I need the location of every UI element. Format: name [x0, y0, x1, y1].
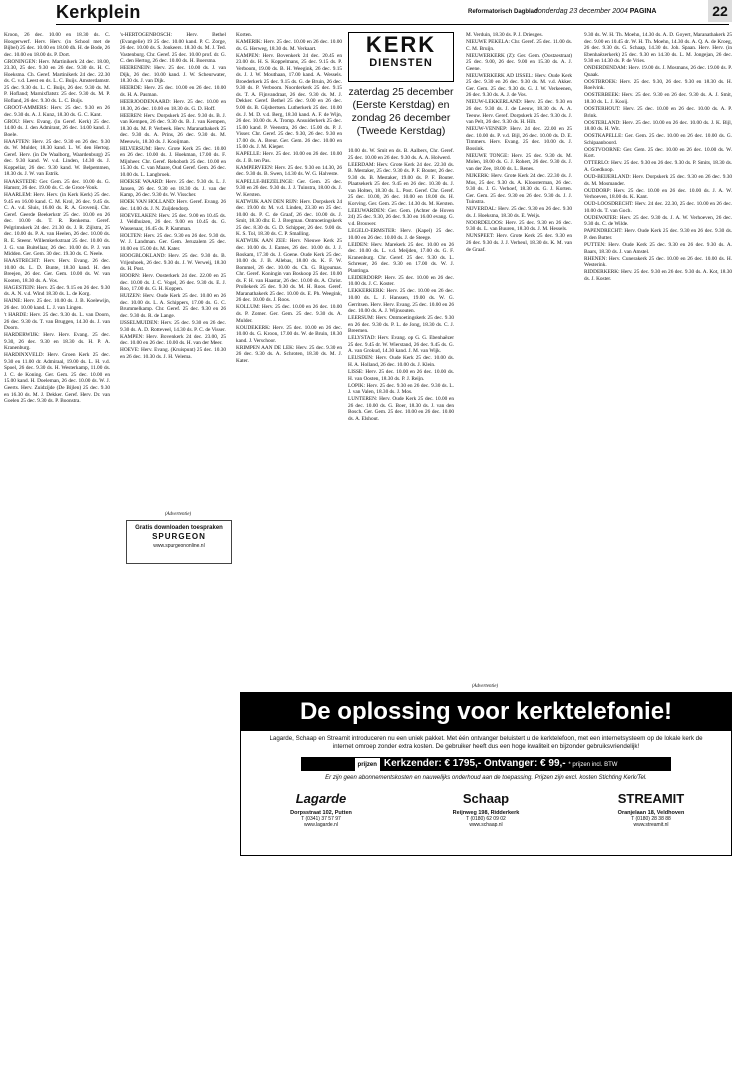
listing-paragraph: HARDINXVELD: Herv. Groen Kerk 25 dec. 9.30 en 11.00 dr. Admiraal, 19.00 ds. L. H. v.d. Spoel, 26 dec. 9.30 ds. H. Westerkamp, 11.00 ds. J. C. de Koning. Ger. Gem. 25 dec. 10.00 en 15.00 kand. H. Doeleman, 26 dec. 10.00 ds. W. J. Geerts. Herv. Zuidzijde (De Bijlen) 25 dec. 9.30 en 16.30 ds. M. J. Dekker. Geref. Herv. Dr. van Goelen 25 dec. 9.30 ds. P. Boonstra.	[4, 352, 110, 405]
spurgeon-ad-url[interactable]: www.spurgeononline.nl	[153, 543, 205, 549]
listing-paragraph: LUNTEREN: Herv. Oude Kerk 25 dec. 10.00 en 26 dec. 10.00 ds. G. Boer, 18.30 ds. J. van den Bosch. Ger. Gem. 25 dec. 10.00 en 26 dec. 10.00 ds. A. Elshout.	[348, 396, 454, 422]
service-date-line: zondag 26 december	[351, 112, 451, 124]
listing-column-1	[4, 32, 110, 1062]
price-text: Kerkzender: € 1795,- Ontvanger: € 99,-	[383, 758, 566, 769]
listing-column-4	[348, 148, 454, 683]
service-date-line: zaterdag 25 december	[348, 86, 454, 98]
listing-paragraph: OOSTKAPELLE: Ger. Gem. 25 dec. 10.00 en 26 dec. 10.00 ds. G. Schipaanboord.	[584, 133, 732, 146]
listing-paragraph: NIEUWERKERK AD IJSSEL: Herv. Oude Kerk 25 dec. 9.30 en 26 dec. 9.30 ds. M. v.d. Akker. Ger. Gem. 25 dec. 9.30 ds. G. J. W. Verkeenen, 26 dec. 9.30 ds. A. J. de Vos.	[466, 72, 572, 99]
listing-column-2	[120, 32, 226, 512]
listing-paragraph: HOEVE: Herv. Evang. (Kruispunt) 25 dec. 10.30 en 26 dec. 10.30 ds. J. H. Velema.	[120, 347, 226, 360]
ad-label: (Advertentie)	[164, 512, 192, 517]
listing-paragraph: NOORDELOOS: Herv. 25 dec. 9.30 en 26 dec. 9.30 ds. L. van Buuren, 18.30 ds. J. M. Hessels.	[466, 219, 572, 233]
listing-paragraph: KAMPEN: Herv. Bovenkerk 24 dec. 20.45 en 23.00 ds. H. S. Koppelmans, 25 dec. 9.15 ds. P. Verboom, 19.00 ds. B. H. Weegink, 26 dec. 9.15 ds. J. J. W. Mouthaan, 17.00 kand. A. Wessels. Broederkerk 25 dec. 9.15 ds. G. de Bruin, 26 dec. 9.30 ds. P. Verboom. Noorderkerk 25 dec. 9.15 ds. T. A. Fijnvandraat, 26 dec. 9.30 ds. M. J. Dekker. Geref. Bethel 25 dec. 9.00 en 26 dec. 9.00 ds. B. Gijsbertsen. Lutherkerk 25 dec. 10.00 ds. J. M. D. v.d. Berg, 18.30 kand. A. F. de Wijn, 26 dec. 10.00 ds. A. Tromp. Ansuiderkerk 25 dec. 15.00 kand. P. Veenstra, 26 dec. 15.00 ds. P. J. Visser. Chr. Geref. 25 dec. 9.30, 26 dec. 9.30 en 17.00 ds. A. Breur. Ger. Gem. 26 dec. 10.00 en 15.00 ds. J. M. Kieper.	[236, 52, 342, 151]
kerk-word: KERK	[365, 32, 437, 57]
listing-paragraph: HAASTRECHT: Herv. Herv. Evang. 26 dec. 10.00 ds. L. D. Bunte, 18.30 kand. H. den Breejen, 26 dec. Ger. Gem. 10.00 ds. W. van Kooten, 18.30 ds. A. Vos.	[4, 258, 110, 284]
listing-paragraph: KAMERIK: Herv. 25 dec. 10.00 en 26 dec. 10.00 ds. G. Herweg, 18.30 ds. M. Verkaart.	[236, 39, 342, 52]
streamit-address	[581, 810, 721, 828]
listing-paragraph: OUDDORP: Herv. 25 dec. 10.00 en 26 dec. 10.00 ds. J. A. W. Verhoeven, 18.00 ds. K. Kant.	[584, 187, 732, 201]
ad-slogan: Er zijn geen abonnementskosten en nauwelijks onderhoud aan de toepassing. Prijzen zijn excl. kosten Stichting Kerk/Tel.	[325, 775, 647, 781]
listing-paragraph: LELYSTAD: Herv. Evang. op G. G. Ebenhaëzer 25 dec. 9.45 dr. W. Wierstand, 26 dec. 9.45 ds. G. A. van Grokud, 14.30 kand. J. M. van Wijk.	[348, 335, 454, 355]
listing-paragraph: PAPENDRECHT: Herv. Oude Kerk 25 dec. 9.30 en 26 dec. 9.30 ds. P. den Butter.	[584, 228, 732, 241]
listing-paragraph: HUIZEN: Herv. Oude Kerk 25 dec. 10.00 en 26 dec. 10.00 ds. L. A. Schippers, 17.00 ds. G. C. Brummelkamp. Chr. Geref. 25 dec. 9.30 en 26 dec. 9.30 ds. R. de Lange.	[120, 293, 226, 319]
listing-paragraph: 's-HERTOGENBOSCH: Herv. Bethel (Evangelie) 19 25 dec. 10.00 kand. P. C. Zorge, 26 dec. 10.00 ds. S. Jonkeers. 18.30 ds. M. J. Ted. Vastenburg. Chr. Geref. 25 dec. 10.00 prof. dr. G. C. den Hertog, 26 dec. 10.00 ds. H. Boersma.	[120, 32, 226, 65]
listing-paragraph: HEERDE: Herv. 25 dec. 10.00 en 26 dec. 10.00 ds. H. A. Pasman.	[120, 85, 226, 98]
listing-paragraph: KATWIJK AAN DEN RIJN: Herv. Dorpskerk 24 dec. 19.00 dr. M. v.d. Linden, 23.30 en 25 dec. 10.00 ds. P. C. de Graaf, 26 dec. 10.00 ds. J. Smit, 18.30 dhr. E. J. Bregman. Ontmoetingskerk 25 dec. 8.30 ds. G. D. Schipper, 26 dec. 9.00 ds. K. S. Tol, 18.30 ds. C. P. Smalling.	[236, 198, 342, 238]
listing-paragraph: LEERDAM: Herv. Grote Kerk 24 dec. 22.30 ds. B. Mestaker, 25 dec. 9.30 ds. P. F. Bouter, 26 dec. 9.30 ds. B. Mestaker, 19.00 ds. P. F. Bouter. Plaatsekerk 25 dec. 9.45 en 26 dec. 10.30 ds. J. van Holten, 18.30 ds. L. Post. Geref. Chr. Geref. 25 dec. 10.00, 26 dec. 10.00 en 18.00 ds. H. Korving. Ger. Gem. 25 dec. 14.30 ds. M. Kersten.	[348, 161, 454, 207]
schaap-name: Schaap	[462, 791, 510, 806]
listing-paragraph: LEERSUM: Herv. Ontmoetingskerk 25 dec. 9.30 en 26 dec. 9.30 ds. P. L. de Jong, 18.30 ds. C. J. Breemen.	[348, 315, 454, 335]
listing-paragraph: Korten.	[236, 32, 253, 38]
listing-paragraph: RIDDERKERK: Herv. 25 dec. 9.30 en 26 dec. 9.30 ds. A. Kot, 18.30 ds. J. Koster.	[584, 269, 732, 282]
schaap-logo[interactable]	[416, 787, 556, 851]
kerktelefonie-ad	[240, 692, 732, 856]
ad-label: (Advertentie)	[471, 684, 499, 689]
listing-paragraph: NIEUW-LEKKERLAND: Herv. 25 dec. 9.30 en 26 dec. 9.30 ds. J. de Leeuw, 18.30 ds. A. A. Teeuw. Herv. Geref. Dorpskerk 25 dec. 9.30 ds. J. van Pelt, 26 dec. 9.30 ds. H. Hilt.	[466, 99, 572, 126]
listing-paragraph: OUD-BEIJERLAND: Herv. Dorpskerk 25 dec. 9.30 en 26 dec. 9.30 ds. M. Mosmander.	[584, 173, 732, 187]
lagarde-logo[interactable]	[251, 787, 391, 851]
listing-paragraph: HOOGBLOKLAND: Herv. 25 dec. 9.30 ds. B. Vrijenhoek, 26 dec. 9.30 ds. J. W. Verweij, 18.30 ds. H. Post.	[120, 253, 226, 273]
listing-paragraph: KOUDEKERK: Herv. 25 dec. 10.00 en 26 dec. 10.00 ds. G. Kroon, 17.00 ds. W. de Bruin, 18.30 kand. J. Verschoor.	[236, 324, 342, 344]
listing-paragraph: LEGELO-ERMSTER: Herv. (Kapel) 25 dec. 10.00 en 26 dec. 10.00 ds. J. de Steege.	[348, 228, 454, 241]
newspaper-name: Reformatorisch Dagblad	[468, 9, 538, 15]
listing-paragraph: OOSTERHOUT: Herv. 25 dec. 10.00 en 26 dec. 10.00 ds. A. P. Brink.	[584, 106, 732, 119]
service-date-line: (Eerste Kerstdag) en	[352, 99, 450, 111]
listing-paragraph: NIEUWERKERK (Z): Ger. Gem. (Oostzestraat) 25 dec. 9.00, 26 dec. 9.00 en 15.30 ds. A. J. Geene.	[466, 52, 572, 72]
listing-paragraph: NIEUW-VENNEP: Herv. 24 dec. 22.00 en 25 dec. 10.00 ds. P. v.d. Bijl, 26 dec. 10.00 ds. D. E. Timmers. Herv. Evang. 25 dec. 10.00 ds. J. Bossink.	[466, 126, 572, 152]
listing-paragraph: HEERENEIN: Herv. 25 dec. 10.00 ds. J. van Dijk, 26 dec. 10.00 kand. J. W. Scheurwater, 18.30 ds. J. van Dijk.	[120, 65, 226, 85]
spurgeon-ad[interactable]	[126, 520, 232, 564]
issue-date	[534, 8, 656, 15]
address-line[interactable]: www.lagarde.nl	[304, 822, 338, 828]
issue-date-text: donderdag 23 december 2004	[534, 8, 628, 15]
listing-paragraph: KRIMPEN AAN DE LEK: Herv. 25 dec. 9.30 en 26 dec. 9.30 ds. A. Schroten, 18.30 ds. M. J. Kater.	[236, 344, 342, 364]
listing-paragraph: Kroon, 26 dec. 10.00 en 18.30 ds. C. Hoogerwerf. Herv. Herv. (in School met de Bijbel) 25 dec. 10.00 en 18.00 dh. H. de Bode, 26 dec. 10.00 en 18.00 ds. P. Dort.	[4, 32, 110, 58]
listing-paragraph: HARDERWIJK: Herv. Herv. Evang. 25 dec. 9.30, 26 dec. 9.30 en 18.30 ds. H. P. A. Kranenburg.	[4, 332, 110, 352]
header-rule	[56, 24, 729, 25]
listing-column-3	[236, 32, 342, 682]
lagarde-name: Lagarde	[295, 791, 347, 806]
listing-paragraph: 10.00 ds. W. Smit en ds. B. Aalbers, Chr. Geref. 25 dec. 10.00 en 26 dec. 9.30 ds. A. A. Holwerd.	[348, 148, 454, 161]
listing-paragraph: KAMPERVEEN: Herv. 25 dec. 9.30 en 14.30, 26 dec. 9.30 ds. B. Swen, 14.30 ds. W. G. Halveste.	[236, 164, 342, 178]
listing-paragraph: KAPELLE-BIEZELINGE: Ger. Gem. 25 dec. 9.30 en 26 dec. 9.30 ds. J. J. Tuinstra, 18.00 ds. J. W. Kersten.	[236, 178, 342, 198]
ad-price-bar	[301, 757, 671, 771]
listing-paragraph: HEEREN: Herv. Dorpskerk 25 dec. 9.30 ds. B. J. van Kempen, 26 dec. 9.30 ds. B. J. van Kempen, 18.30 ds. M. P. Verbeek. Herv. Maranathakerk 25 dec. 9.30 ds. A. Prins, 26 dec. 9.30 ds. M. Meeuwis, 18.30 ds. J. Kooijman.	[120, 112, 226, 145]
address-line: T (0180) 28 38 88	[631, 816, 671, 822]
service-dates	[348, 86, 454, 138]
address-line[interactable]: www.streamit.nl	[633, 822, 669, 828]
listing-paragraph: 't HARDE: Herv. 25 dec. 9.30 ds. L. van Doorn, 26 dec. 9.30 ds. T. van Bruggen, 14.30 ds. J. van Doorn.	[4, 311, 110, 332]
schaap-address	[416, 810, 556, 828]
page-title: Kerkplein	[56, 2, 141, 22]
page-number: 22	[708, 0, 732, 22]
listing-paragraph: NIEUWE PEKELA: Chr. Geref. 25 dec. 11.00 ds. C. M. Bruijn.	[466, 39, 572, 52]
spurgeon-ad-title: SPURGEON	[152, 532, 206, 541]
address-line: T (0180) 62 09 02	[466, 816, 506, 822]
listing-paragraph: HOEVELAKEN: Herv. 25 dec. 9.00 en 10.45 ds. J. Veldhuizen, 26 dec. 9.00 en 10.45 ds. G. Wassenaar, 16.45 ds. P. Kamman.	[120, 212, 226, 232]
listing-paragraph: HAINE: Herv. 25 dec. 10.00 ds. J. B. Koelewijn, 26 dec. 10.00 kand. L. J. van Lingen.	[4, 298, 110, 311]
page-header	[0, 0, 738, 26]
listing-paragraph: OTTERLO: Herv. 25 dec. 9.30 en 26 dec. 9.30 ds. P. Smits, 18.30 ds. A. Goedkoop.	[584, 160, 732, 173]
streamit-logo[interactable]	[581, 787, 721, 851]
page-label: PAGINA	[629, 8, 657, 15]
ad-headline: De oplossing voor kerktelefonie!	[241, 693, 731, 731]
address-line[interactable]: www.schaap.nl	[469, 822, 503, 828]
listing-paragraph: OOSTBROEK: Herv. 25 dec. 9.30, 26 dec. 9.30 en 18.30 ds. H. Roelvink.	[584, 78, 732, 92]
listing-paragraph: OUDEWATER: Herv. 25 dec. 9.30 ds. J. A. W. Verhoeven, 26 dec. 9.30 ds. C. de Wilde.	[584, 214, 732, 228]
listing-paragraph: NIEUWE TONGE: Herv. 25 dec. 9.30 ds. M. Molen, 18.00 ds. G. J. Rohert, 26 dec. 9.30 ds. J. van der Zee, 18.00 ds. L. Renes.	[466, 152, 572, 172]
listing-paragraph: KATWIJK AAN ZEE: Herv. Nieuwe Kerk 25 dec. 10.00 ds. J. Eames, 26 dec. 10.00 ds. J. J. Roskam, 17.30 ds. J. Goene. Oude Kerk 25 dec. 10.00 ds. J. B. Allebas, 18.00 ds. K. F. W. Bommel, 26 dec. 10.00 ds. Ch. G. Rigoumas. Chr. Geref. Koningin van Boskoop 25 dec. 10.00 ds. F. H. van Haastar, 26 dec. 10.00 ds. A. Christ. Prollekerk 25 dec. 9.30 ds. M. H. Roos. Geref. Maranathakerk 25 dec. 10.00 ds. E. Ph. Weegink, 26 dec. 10.00 ds. J. Roos.	[236, 238, 342, 304]
streamit-name: STREAMIT	[617, 791, 685, 806]
listing-paragraph: NIJVERDAL: Herv. 25 dec. 9.30 en 26 dec. 9.30 ds. J. Hoeksma, 18.30 ds. E. Weijs.	[466, 206, 572, 219]
price-note: * prijzen incl. BTW	[568, 762, 618, 768]
listing-paragraph: HAAFTEN: Herv. 25 dec. 9.30 en 26 dec. 9.30 ds. W. Mulder, 18.30 kand. L. W. den Hertog. Geref. Herv. (in De Waalborg, Waardenburg) 25 dec. 9.30 kand. W. v.d. Linden, 14.30 ds. J. Koppeliar, 26 dec. 9.30 kand. W. Belpemmen, 18.30 ds. J. W. van Estrik.	[4, 138, 110, 178]
ad-logos	[251, 787, 721, 851]
price-badge: prijzen	[355, 758, 380, 772]
listing-column-5	[466, 32, 572, 687]
listing-paragraph: NUNSPEET: Herv. Grote Kerk 25 dec. 9.30 en 26 dec. 9.30 ds. J. J. Verheul, 18.30 ds. K. M. van de Graaf.	[466, 233, 572, 253]
listing-paragraph: GROU: Herv. Evang. (in Geref. Kerk) 25 dec. 14.00 ds. J. den Admirant, 26 dec. 14.00 kand. J. Boele.	[4, 118, 110, 138]
listing-paragraph: HAGESTEIN: Herv. 25 dec. 9.15 en 26 dec. 9.30 ds. A. N. v.d. Wind 18.30 ds. L. de Korg.	[4, 284, 110, 298]
listing-paragraph: LISSE: Herv. 25 dec. 10.00 en 26 dec. 10.00 ds. H. van Oosten, 18.30 ds. P. J. Reijn.	[348, 369, 454, 382]
address-line: Dorpsstraat 102, Putten	[290, 810, 352, 816]
listing-paragraph: 9.30 ds. W. H. Th. Moehn, 14.30 ds. A. D. Goyert, Maranathakerk 25 dec. 9.00 en 10.45 dr. W. H. Th. Moehn, 14.30 ds. A. Q. A. de Kroeg, 26 dec. 9.30 ds. G. Schaap, 14.30 ds. Joh. Spaan. Herv. Herv. (in Ebenhaëzerkerk) 25 dec. 9.30 en 14.30 ds. L. M. Jongejan, 26 dec. 9.30 en 14.30 ds. P. de Vries.	[584, 32, 732, 65]
listing-paragraph: KAMPEN: Herv. Bovenkerk 24 dec. 23.00, 25 dec. 10.00 en 26 dec. 10.00 ds. H. van der Meer.	[120, 333, 226, 347]
address-line: Reijnweg 198, Ridderkerk	[452, 810, 520, 816]
listing-paragraph: HOEK VAN HOLLAND: Herv. Geref. Evang. 26 dec. 14.00 ds. J. N. Zuijdendorp.	[120, 199, 226, 212]
listing-paragraph: M. Verduin, 18.30 ds. P. J. Driesges.	[466, 32, 543, 38]
listing-paragraph: LEUSDEN: Herv. Oude Kerk 25 dec. 10.00 ds. H. A. Holland, 26 dec. 10.00 ds. J. Klein.	[348, 355, 454, 368]
listing-paragraph: LOPIK: Herv. 25 dec. 9.30 en 26 dec. 9.30 ds. L. J. van Valen, 18.30 ds. J. Mos.	[348, 382, 454, 396]
listing-paragraph: OOSTVOORNE: Ger. Gem. 25 dec. 10.00 en 26 dec. 10.00 ds. W. Kort.	[584, 146, 732, 160]
listing-paragraph: HOORN: Herv. Oosterkerk 24 dec. 22.00 en 25 dec. 10.00 ds. J. C. Vogel, 26 dec. 9.30 ds. E. J. Roo, 17.00 ds. G. H. Koppen.	[120, 273, 226, 293]
listing-paragraph: HOEKSE WAARD: Herv. 25 dec. 9.30 ds. L. J. Jansen, 26 dec. 9.30 en 18.30 ds. J. van der Kamp, 26 dec. 9.30 ds. W. Visscher.	[120, 179, 226, 199]
listing-paragraph: IJSSELMUIDEN: Herv. 25 dec. 9.30 en 26 dec. 9.30 ds. A. D. Rotteveel, 14.30 ds. P. C. de Visser.	[120, 320, 226, 333]
listing-paragraph: GROOT-AMMERS: Herv. 25 dec. 9.30 en 26 dec. 9.30 ds. A. J. Kunz, 18.30 ds. G. C. Kant.	[4, 105, 110, 118]
listing-column-6	[584, 32, 732, 687]
address-line: T (0341) 37 57 97	[301, 816, 341, 822]
listing-paragraph: OUD-LOOSDRECHT: Herv. 24 dec. 22.30, 25 dec. 10.00 en 26 dec. 10.00 ds. T. van Goch.	[584, 201, 732, 214]
listing-paragraph: OOSTERLAND: Herv. 25 dec. 10.00 en 26 dec. 10.00 ds. J. K. Bijl, 18.00 ds. H. Wit.	[584, 119, 732, 133]
listing-paragraph: RHENEN: Herv. Cunerakerk 25 dec. 10.00 en 26 dec. 10.00 ds. H. Westerink.	[584, 255, 732, 269]
listing-paragraph: LEKKERKERK: Herv. 25 dec. 10.00 en 26 dec. 10.00 ds. L. J. Hanssen, 19.00 ds. W. G. Gerritsen. Herv. Herv. Evang. 25 dec. 10.00 en 26 dec. 10.00 ds. A. J. Wijnsouten.	[348, 288, 454, 315]
listing-paragraph: KAPELLE: Herv. 25 dec. 10.00 en 26 dec. 10.00 ds. J. B. ten Pas.	[236, 151, 342, 164]
listing-paragraph: LEEUWARDEN: Ger. Gem. (Achter de Hoven 24) 25 dec. 9.30, 26 dec. 9.30 en 16.00 evang. G. v.d. Brouwer.	[348, 207, 454, 228]
listing-paragraph: KOLLUM: Herv. 25 dec. 10.00 en 26 dec. 10.00 ds. P. Zomer. Ger. Gem. 25 dec. 9.30 ds. A. Mulder.	[236, 304, 342, 324]
address-line: Oranjelaan 18, Veldhoven	[617, 810, 685, 816]
listing-paragraph: HAAKSTEDE: Ger. Gem. 25 dec. 10.00 ds. G. Hamstr, 26 dec. 19.00 ds. C. de Groot-Vonk.	[4, 178, 110, 192]
listing-paragraph: ONDERDENDAM: Herv. 19.00 ds. J. Mosmans, 26 dec. 19.00 ds. P. Quaak.	[584, 65, 732, 78]
kerkdiensten-box	[348, 32, 454, 82]
listing-paragraph: PUTTEN: Herv. Oude Kerk 25 dec. 9.30 en 26 dec. 9.30 ds. A. Baars, 18.30 ds. J. van Amstel.	[584, 241, 732, 255]
ad-body: Lagarde, Schaap en Streamit introduceren nu een uniek pakket. Met één ontvanger beluistert u de kerktelefoon, met een internetsysteem op de lokale kerk de internet omroep zonder extra kosten. De gebruiker heeft dus een hoge kwaliteit en bijzonder gebruiksvriendelijk!	[269, 735, 703, 750]
listing-paragraph: HILVERSUM: Herv. Grote Kerk 25 dec. 10.00 en 26 dec. 10.00 ds. J. Hoekman, 17.00 ds. F. Mijnheer. Chr. Geref. Rehoboth 25 dec. 10.00 en 15.30 ds. C. van Maare, Oud Geref. Gem. 26 dec. 10.00 ds. L. Langbroek.	[120, 145, 226, 178]
listing-paragraph: NIJKERK: Herv. Grote Kerk 24 dec. 22.30 ds. J. Mos, 25 dec. 9.30 ds. A. Kloosterman, 26 dec. 9.30 ds. J. G. Verhoef, 18.30 ds. G. J. Korten. Ger. Gem. 25 dec. 9.30 en 26 dec. 9.30 ds. J. J. Tuinstra.	[466, 172, 572, 206]
lagarde-address	[251, 810, 391, 828]
diensten-word: DIENSTEN	[369, 57, 433, 69]
service-date-line: (Tweede Kerstdag)	[356, 125, 446, 137]
spurgeon-ad-line1: Gratis downloaden toespraken	[135, 525, 223, 531]
listing-paragraph: HAARLEM: Herv. Herv. (in Kerk Kerk) 25 dec. 9.45 en 16.00 kand. C. M. Krol, 26 dec. 9.45 ds. C. A. v.d. Sluis, 16.00 ds. R. A. Grovenij. Chr. Geref. Geerde Beekerkstr 25 dec. 10.00 en 26 dec. 10.00 ds. T. R. Renkema. Geref. Pelgrimskerk 24 dec. 21.30 ds. J. R. Zijlstra, 25 dec. 10.00 ds. P. A. van Heelen, 26 dec. 10.00 ds. R. E. Steenr. Willemkerkstraat 25 dec. 10.00 ds. J. G. van Buitellaar, 26 dec. 10.00 ds. P. J. van Midden. Ger. Gem. 30 dec. 19.30 ds. C. Neele.	[4, 192, 110, 258]
listing-paragraph: HEERJOODENAARD: Herv. 25 dec. 10.00 en 18.30, 26 dec. 10.00 en 18.30 ds. G. D. Hoff.	[120, 98, 226, 112]
listing-paragraph: GRONINGEN: Herv. Martinikerk 24 dec. 18.00, 23.30, 25 dec. 9.30 en 26 dec. 9.30 ds. H. C. Hoeksma. Ch. Geref. Martinikerk 24 dec. 22.30 ds. C. v.d. Leest en ds. L. C. Buijs. Amsterdamstr. 25 dec. 9.30 ds. L. C. Buijs, 26 dec. 9.30 ds. M. P. Hofland; Marnixflatstr. 25 dec. 9.30 ds. M. P. Hofland, 26 dec. 9.30 ds. L. C. Buijs.	[4, 58, 110, 104]
listing-paragraph: OOSTERBEEK: Herv. 25 dec. 9.30 en 26 dec. 9.30 ds. A. J. Smit, 18.30 ds. L. J. Kooij.	[584, 92, 732, 105]
listing-paragraph: LEIDEN: Herv. Marekerk 25 dec. 10.00 en 26 dec. 10.00 ds. L. v.d. Meijden, 17.00 ds. G. F. Kranenburg. Chr. Geref. 25 dec. 9.30 ds. L. Schreuer, 26 dec. 9.30 en 17.00 ds. W. J. Plantinga.	[348, 241, 454, 274]
listing-paragraph: HOLTEN: Herv. 25 dec. 9.30 en 26 dec. 9.30 ds. W. J. Landman. Ger. Gem. Jeruzalem 25 dec. 10.00 en 15.00 ds. M. Kater.	[120, 232, 226, 252]
listing-paragraph: LEIDERDORP: Herv. 25 dec. 10.00 en 26 dec. 10.00 ds. J. C. Koster.	[348, 274, 454, 288]
